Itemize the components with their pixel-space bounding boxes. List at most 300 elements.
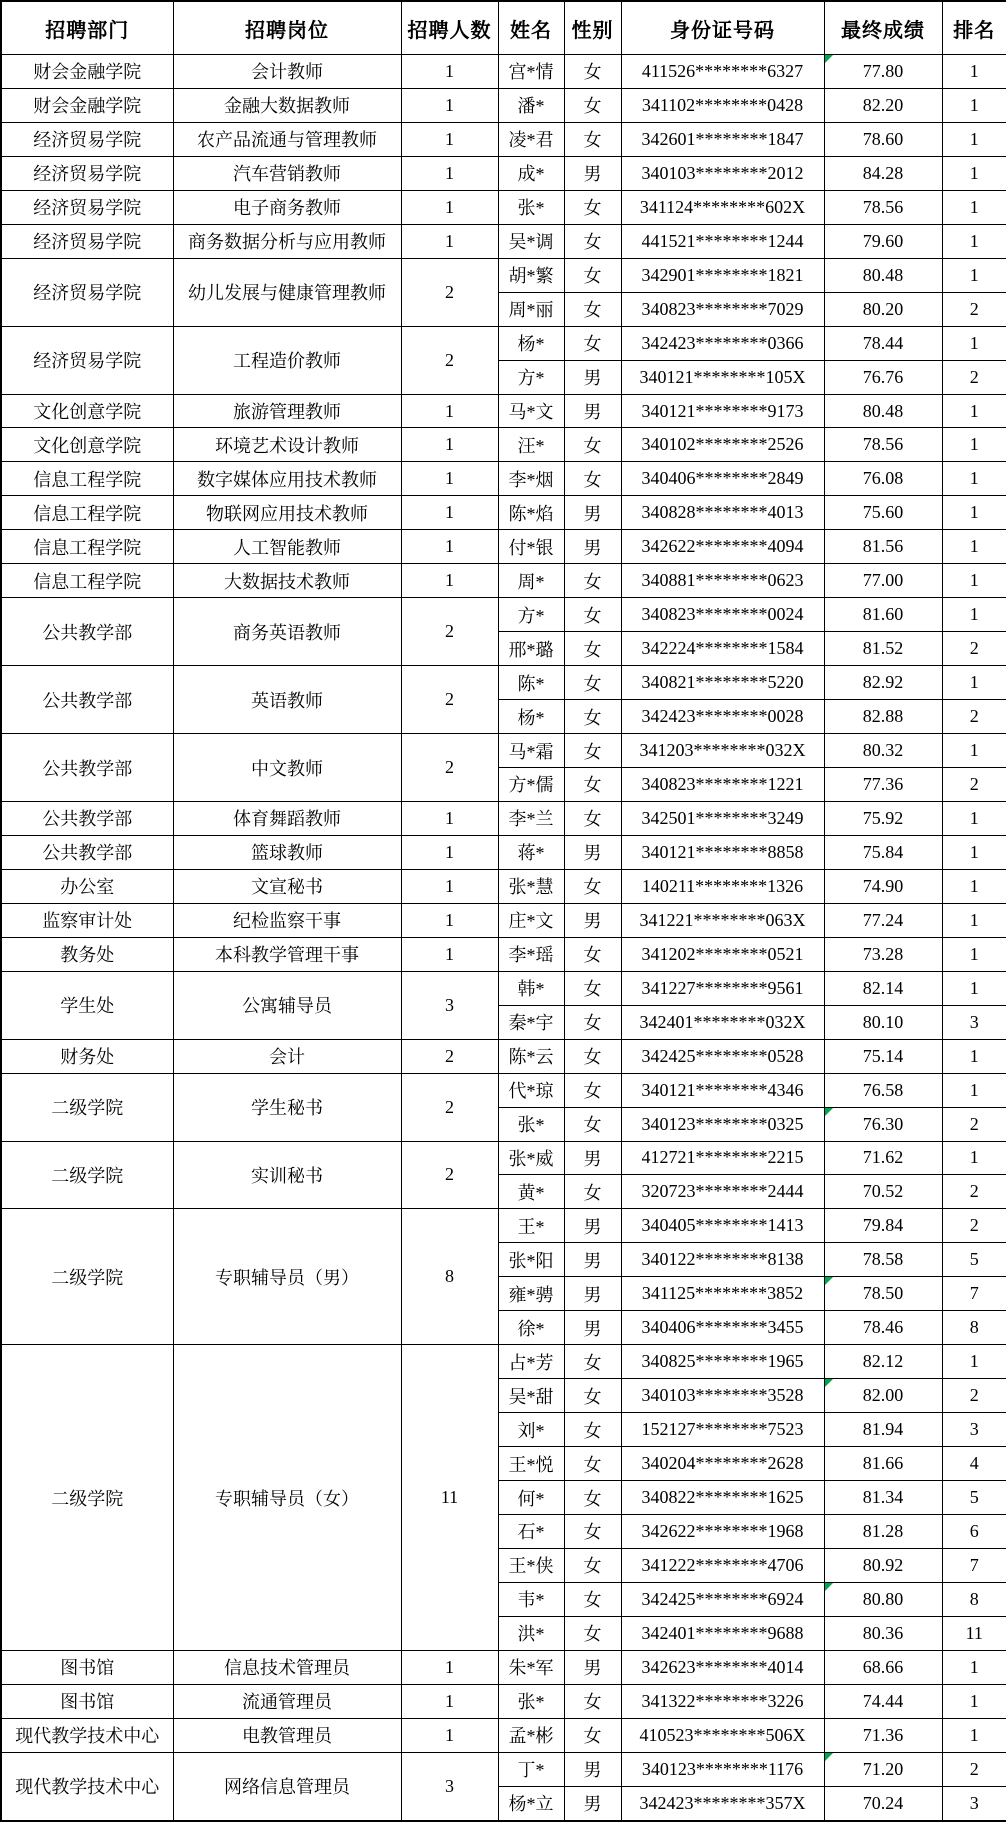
cell-final-score bbox=[824, 1141, 942, 1175]
score-value: 71.36 bbox=[862, 1724, 904, 1745]
cell-name: 张* bbox=[498, 1107, 564, 1141]
table-row bbox=[1, 156, 1006, 190]
cell-name: 陈*焰 bbox=[498, 496, 564, 530]
score-value: 75.14 bbox=[862, 1045, 904, 1066]
score-value: 70.24 bbox=[862, 1792, 904, 1813]
cell-gender: 女 bbox=[564, 190, 621, 224]
cell-name: 张*慧 bbox=[498, 869, 564, 903]
cell-gender: 女 bbox=[564, 88, 621, 122]
cell-rank: 1 bbox=[942, 530, 1006, 564]
cell-rank: 3 bbox=[942, 1413, 1006, 1447]
cell-final-score bbox=[824, 598, 942, 632]
cell-name: 付*银 bbox=[498, 530, 564, 564]
cell-final-score bbox=[824, 190, 942, 224]
table-row bbox=[1, 530, 1006, 564]
cell-final-score bbox=[824, 1481, 942, 1515]
cell-recruit-count: 11 bbox=[401, 1345, 498, 1651]
cell-gender: 女 bbox=[564, 55, 621, 89]
cell-name: 韩* bbox=[498, 971, 564, 1005]
cell-department: 信息工程学院 bbox=[1, 564, 173, 598]
cell-recruit-count: 1 bbox=[401, 1718, 498, 1752]
score-value: 82.14 bbox=[862, 977, 904, 998]
cell-position: 商务数据分析与应用教师 bbox=[173, 224, 401, 258]
cell-final-score bbox=[824, 801, 942, 835]
cell-final-score bbox=[824, 122, 942, 156]
cell-id-number: 340102********2526 bbox=[621, 428, 824, 462]
cell-gender: 女 bbox=[564, 869, 621, 903]
cell-name: 吴*甜 bbox=[498, 1379, 564, 1413]
cell-final-score bbox=[824, 1548, 942, 1582]
cell-final-score bbox=[824, 1073, 942, 1107]
cell-rank: 1 bbox=[942, 394, 1006, 428]
score-value: 79.60 bbox=[862, 230, 904, 251]
cell-position: 大数据技术教师 bbox=[173, 564, 401, 598]
cell-department: 经济贸易学院 bbox=[1, 122, 173, 156]
score-value: 80.20 bbox=[862, 298, 904, 319]
cell-rank: 1 bbox=[942, 224, 1006, 258]
cell-rank: 1 bbox=[942, 1073, 1006, 1107]
cell-final-score bbox=[824, 1582, 942, 1616]
cell-gender: 女 bbox=[564, 1005, 621, 1039]
cell-rank: 11 bbox=[942, 1616, 1006, 1650]
cell-recruit-count: 1 bbox=[401, 903, 498, 937]
column-header: 招聘人数 bbox=[401, 1, 498, 55]
cell-name: 方* bbox=[498, 360, 564, 394]
comment-indicator-icon bbox=[825, 1379, 833, 1387]
cell-department: 经济贸易学院 bbox=[1, 156, 173, 190]
cell-department: 学生处 bbox=[1, 971, 173, 1039]
cell-rank: 2 bbox=[942, 1752, 1006, 1786]
cell-rank: 1 bbox=[942, 971, 1006, 1005]
cell-rank: 5 bbox=[942, 1481, 1006, 1515]
cell-recruit-count: 1 bbox=[401, 1684, 498, 1718]
table-row bbox=[1, 666, 1006, 700]
cell-rank: 3 bbox=[942, 1786, 1006, 1821]
cell-final-score bbox=[824, 1684, 942, 1718]
table-row bbox=[1, 258, 1006, 292]
score-value: 71.20 bbox=[862, 1758, 904, 1779]
cell-final-score bbox=[824, 1005, 942, 1039]
cell-recruit-count: 1 bbox=[401, 55, 498, 89]
cell-name: 张* bbox=[498, 1684, 564, 1718]
cell-gender: 男 bbox=[564, 1650, 621, 1684]
cell-final-score bbox=[824, 768, 942, 802]
cell-department: 公共教学部 bbox=[1, 598, 173, 666]
cell-department: 图书馆 bbox=[1, 1650, 173, 1684]
cell-position: 网络信息管理员 bbox=[173, 1752, 401, 1821]
cell-final-score bbox=[824, 1039, 942, 1073]
cell-gender: 男 bbox=[564, 903, 621, 937]
cell-recruit-count: 1 bbox=[401, 394, 498, 428]
cell-rank: 1 bbox=[942, 326, 1006, 360]
cell-department: 信息工程学院 bbox=[1, 462, 173, 496]
cell-final-score bbox=[824, 835, 942, 869]
cell-name: 王*侠 bbox=[498, 1548, 564, 1582]
cell-gender: 女 bbox=[564, 564, 621, 598]
cell-gender: 女 bbox=[564, 598, 621, 632]
cell-rank: 1 bbox=[942, 156, 1006, 190]
cell-department: 现代教学技术中心 bbox=[1, 1718, 173, 1752]
score-value: 76.58 bbox=[862, 1079, 904, 1100]
cell-rank: 7 bbox=[942, 1548, 1006, 1582]
cell-position: 会计教师 bbox=[173, 55, 401, 89]
score-value: 82.88 bbox=[862, 706, 904, 727]
table-row bbox=[1, 1718, 1006, 1752]
cell-name: 方* bbox=[498, 598, 564, 632]
column-header: 姓名 bbox=[498, 1, 564, 55]
score-value: 77.80 bbox=[862, 60, 904, 81]
cell-id-number: 340122********8138 bbox=[621, 1243, 824, 1277]
cell-recruit-count: 1 bbox=[401, 224, 498, 258]
cell-id-number: 411526********6327 bbox=[621, 55, 824, 89]
score-value: 82.92 bbox=[862, 672, 904, 693]
score-value: 73.28 bbox=[862, 943, 904, 964]
cell-id-number: 342224********1584 bbox=[621, 632, 824, 666]
cell-gender: 女 bbox=[564, 1481, 621, 1515]
cell-id-number: 340103********2012 bbox=[621, 156, 824, 190]
score-value: 81.60 bbox=[862, 604, 904, 625]
comment-indicator-icon bbox=[825, 1277, 833, 1285]
cell-final-score bbox=[824, 326, 942, 360]
cell-name: 成* bbox=[498, 156, 564, 190]
cell-rank: 2 bbox=[942, 1379, 1006, 1413]
cell-final-score bbox=[824, 666, 942, 700]
cell-gender: 男 bbox=[564, 1752, 621, 1786]
cell-gender: 女 bbox=[564, 1039, 621, 1073]
cell-name: 周* bbox=[498, 564, 564, 598]
cell-gender: 女 bbox=[564, 1684, 621, 1718]
cell-recruit-count: 2 bbox=[401, 1141, 498, 1209]
cell-name: 何* bbox=[498, 1481, 564, 1515]
cell-gender: 男 bbox=[564, 835, 621, 869]
cell-recruit-count: 1 bbox=[401, 428, 498, 462]
cell-id-number: 340405********1413 bbox=[621, 1209, 824, 1243]
cell-final-score bbox=[824, 937, 942, 971]
cell-gender: 女 bbox=[564, 1413, 621, 1447]
cell-rank: 1 bbox=[942, 1684, 1006, 1718]
score-value: 78.44 bbox=[862, 332, 904, 353]
cell-gender: 男 bbox=[564, 530, 621, 564]
cell-gender: 男 bbox=[564, 1786, 621, 1821]
cell-position: 纪检监察干事 bbox=[173, 903, 401, 937]
cell-id-number: 340823********1221 bbox=[621, 768, 824, 802]
cell-name: 张* bbox=[498, 190, 564, 224]
cell-department: 经济贸易学院 bbox=[1, 224, 173, 258]
column-header: 招聘部门 bbox=[1, 1, 173, 55]
cell-department: 办公室 bbox=[1, 869, 173, 903]
cell-gender: 女 bbox=[564, 1718, 621, 1752]
cell-gender: 女 bbox=[564, 258, 621, 292]
cell-rank: 1 bbox=[942, 496, 1006, 530]
cell-id-number: 342401********032X bbox=[621, 1005, 824, 1039]
cell-position: 商务英语教师 bbox=[173, 598, 401, 666]
cell-recruit-count: 1 bbox=[401, 88, 498, 122]
cell-rank: 6 bbox=[942, 1514, 1006, 1548]
score-value: 80.32 bbox=[862, 740, 904, 761]
cell-recruit-count: 1 bbox=[401, 869, 498, 903]
cell-rank: 1 bbox=[942, 258, 1006, 292]
score-value: 76.30 bbox=[862, 1113, 904, 1134]
table-row bbox=[1, 734, 1006, 768]
cell-id-number: 412721********2215 bbox=[621, 1141, 824, 1175]
cell-department: 现代教学技术中心 bbox=[1, 1752, 173, 1821]
cell-position: 旅游管理教师 bbox=[173, 394, 401, 428]
cell-final-score bbox=[824, 564, 942, 598]
cell-gender: 男 bbox=[564, 1311, 621, 1345]
cell-rank: 5 bbox=[942, 1243, 1006, 1277]
cell-final-score bbox=[824, 1277, 942, 1311]
table-row bbox=[1, 564, 1006, 598]
cell-name: 张*威 bbox=[498, 1141, 564, 1175]
cell-position: 幼儿发展与健康管理教师 bbox=[173, 258, 401, 326]
cell-recruit-count: 2 bbox=[401, 1073, 498, 1141]
score-value: 81.28 bbox=[862, 1520, 904, 1541]
cell-final-score bbox=[824, 1345, 942, 1379]
cell-gender: 女 bbox=[564, 224, 621, 258]
cell-position: 电教管理员 bbox=[173, 1718, 401, 1752]
cell-id-number: 342501********3249 bbox=[621, 801, 824, 835]
cell-gender: 男 bbox=[564, 394, 621, 428]
cell-recruit-count: 1 bbox=[401, 122, 498, 156]
cell-rank: 7 bbox=[942, 1277, 1006, 1311]
column-header: 身份证号码 bbox=[621, 1, 824, 55]
cell-name: 凌*君 bbox=[498, 122, 564, 156]
cell-id-number: 340823********7029 bbox=[621, 292, 824, 326]
cell-gender: 女 bbox=[564, 937, 621, 971]
cell-gender: 女 bbox=[564, 632, 621, 666]
cell-gender: 男 bbox=[564, 1277, 621, 1311]
cell-final-score bbox=[824, 1447, 942, 1481]
cell-id-number: 341203********032X bbox=[621, 734, 824, 768]
cell-id-number: 342425********6924 bbox=[621, 1582, 824, 1616]
cell-department: 二级学院 bbox=[1, 1141, 173, 1209]
table-row bbox=[1, 428, 1006, 462]
cell-gender: 女 bbox=[564, 1107, 621, 1141]
cell-id-number: 342901********1821 bbox=[621, 258, 824, 292]
cell-final-score bbox=[824, 258, 942, 292]
cell-final-score bbox=[824, 1107, 942, 1141]
cell-name: 雍*骋 bbox=[498, 1277, 564, 1311]
cell-rank: 2 bbox=[942, 768, 1006, 802]
cell-department: 文化创意学院 bbox=[1, 394, 173, 428]
cell-gender: 女 bbox=[564, 462, 621, 496]
cell-final-score bbox=[824, 1413, 942, 1447]
cell-id-number: 441521********1244 bbox=[621, 224, 824, 258]
cell-final-score bbox=[824, 1650, 942, 1684]
cell-name: 石* bbox=[498, 1514, 564, 1548]
score-value: 68.66 bbox=[862, 1656, 904, 1677]
score-value: 78.58 bbox=[862, 1249, 904, 1270]
cell-id-number: 340123********0325 bbox=[621, 1107, 824, 1141]
cell-department: 二级学院 bbox=[1, 1073, 173, 1141]
cell-id-number: 342601********1847 bbox=[621, 122, 824, 156]
cell-position: 体育舞蹈教师 bbox=[173, 801, 401, 835]
score-value: 77.36 bbox=[862, 773, 904, 794]
cell-department: 经济贸易学院 bbox=[1, 190, 173, 224]
cell-rank: 2 bbox=[942, 1209, 1006, 1243]
cell-gender: 女 bbox=[564, 666, 621, 700]
table-row bbox=[1, 1073, 1006, 1107]
column-header: 性别 bbox=[564, 1, 621, 55]
cell-position: 人工智能教师 bbox=[173, 530, 401, 564]
cell-id-number: 140211********1326 bbox=[621, 869, 824, 903]
cell-final-score bbox=[824, 1752, 942, 1786]
cell-recruit-count: 1 bbox=[401, 801, 498, 835]
cell-gender: 女 bbox=[564, 1073, 621, 1107]
cell-id-number: 340103********3528 bbox=[621, 1379, 824, 1413]
column-header: 招聘岗位 bbox=[173, 1, 401, 55]
score-value: 80.36 bbox=[862, 1622, 904, 1643]
cell-name: 刘* bbox=[498, 1413, 564, 1447]
cell-position: 专职辅导员（女） bbox=[173, 1345, 401, 1651]
score-value: 75.84 bbox=[862, 841, 904, 862]
cell-id-number: 342622********1968 bbox=[621, 1514, 824, 1548]
cell-rank: 1 bbox=[942, 122, 1006, 156]
cell-recruit-count: 1 bbox=[401, 156, 498, 190]
cell-final-score bbox=[824, 55, 942, 89]
cell-department: 信息工程学院 bbox=[1, 530, 173, 564]
cell-rank: 1 bbox=[942, 564, 1006, 598]
cell-rank: 8 bbox=[942, 1311, 1006, 1345]
table-header bbox=[1, 1, 1006, 55]
cell-name: 吴*调 bbox=[498, 224, 564, 258]
cell-rank: 1 bbox=[942, 903, 1006, 937]
table-row bbox=[1, 55, 1006, 89]
cell-name: 孟*彬 bbox=[498, 1718, 564, 1752]
score-value: 75.92 bbox=[862, 807, 904, 828]
cell-position: 中文教师 bbox=[173, 734, 401, 802]
cell-rank: 2 bbox=[942, 1107, 1006, 1141]
cell-rank: 2 bbox=[942, 360, 1006, 394]
cell-gender: 女 bbox=[564, 971, 621, 1005]
cell-id-number: 320723********2444 bbox=[621, 1175, 824, 1209]
cell-final-score bbox=[824, 360, 942, 394]
cell-recruit-count: 1 bbox=[401, 462, 498, 496]
cell-final-score bbox=[824, 88, 942, 122]
cell-rank: 1 bbox=[942, 598, 1006, 632]
cell-gender: 女 bbox=[564, 700, 621, 734]
cell-department: 文化创意学院 bbox=[1, 428, 173, 462]
cell-rank: 1 bbox=[942, 734, 1006, 768]
cell-recruit-count: 1 bbox=[401, 530, 498, 564]
cell-department: 信息工程学院 bbox=[1, 496, 173, 530]
score-value: 76.76 bbox=[862, 366, 904, 387]
cell-department: 财会金融学院 bbox=[1, 88, 173, 122]
cell-name: 洪* bbox=[498, 1616, 564, 1650]
cell-final-score bbox=[824, 1514, 942, 1548]
cell-position: 会计 bbox=[173, 1039, 401, 1073]
cell-recruit-count: 3 bbox=[401, 1752, 498, 1821]
cell-name: 蒋* bbox=[498, 835, 564, 869]
cell-rank: 1 bbox=[942, 1650, 1006, 1684]
cell-name: 马*文 bbox=[498, 394, 564, 428]
cell-final-score bbox=[824, 869, 942, 903]
cell-gender: 女 bbox=[564, 1447, 621, 1481]
table-row bbox=[1, 496, 1006, 530]
cell-rank: 2 bbox=[942, 1175, 1006, 1209]
cell-final-score bbox=[824, 1311, 942, 1345]
cell-department: 经济贸易学院 bbox=[1, 326, 173, 394]
cell-final-score bbox=[824, 1209, 942, 1243]
cell-final-score bbox=[824, 394, 942, 428]
cell-department: 经济贸易学院 bbox=[1, 258, 173, 326]
cell-gender: 女 bbox=[564, 1379, 621, 1413]
cell-name: 宫*情 bbox=[498, 55, 564, 89]
cell-position: 学生秘书 bbox=[173, 1073, 401, 1141]
comment-indicator-icon bbox=[825, 55, 833, 63]
cell-rank: 1 bbox=[942, 55, 1006, 89]
score-value: 78.56 bbox=[862, 196, 904, 217]
score-value: 84.28 bbox=[862, 162, 904, 183]
cell-name: 黄* bbox=[498, 1175, 564, 1209]
cell-gender: 女 bbox=[564, 801, 621, 835]
cell-rank: 1 bbox=[942, 937, 1006, 971]
cell-department: 二级学院 bbox=[1, 1345, 173, 1651]
cell-final-score bbox=[824, 1175, 942, 1209]
cell-id-number: 340123********1176 bbox=[621, 1752, 824, 1786]
score-value: 70.52 bbox=[862, 1181, 904, 1202]
cell-department: 财务处 bbox=[1, 1039, 173, 1073]
cell-name: 庄*文 bbox=[498, 903, 564, 937]
cell-id-number: 340823********0024 bbox=[621, 598, 824, 632]
cell-name: 杨* bbox=[498, 326, 564, 360]
cell-recruit-count: 1 bbox=[401, 190, 498, 224]
cell-final-score bbox=[824, 700, 942, 734]
cell-position: 公寓辅导员 bbox=[173, 971, 401, 1039]
cell-id-number: 340828********4013 bbox=[621, 496, 824, 530]
cell-position: 农产品流通与管理教师 bbox=[173, 122, 401, 156]
cell-gender: 女 bbox=[564, 1345, 621, 1379]
column-header: 最终成绩 bbox=[824, 1, 942, 55]
cell-recruit-count: 2 bbox=[401, 326, 498, 394]
header-row bbox=[1, 1, 1006, 55]
cell-position: 工程造价教师 bbox=[173, 326, 401, 394]
cell-name: 徐* bbox=[498, 1311, 564, 1345]
cell-id-number: 342401********9688 bbox=[621, 1616, 824, 1650]
cell-position: 电子商务教师 bbox=[173, 190, 401, 224]
table-row bbox=[1, 971, 1006, 1005]
cell-final-score bbox=[824, 632, 942, 666]
cell-id-number: 342423********0028 bbox=[621, 700, 824, 734]
score-value: 75.60 bbox=[862, 502, 904, 523]
score-value: 79.84 bbox=[862, 1215, 904, 1236]
cell-name: 潘* bbox=[498, 88, 564, 122]
cell-rank: 1 bbox=[942, 88, 1006, 122]
table-row bbox=[1, 1141, 1006, 1175]
score-value: 78.46 bbox=[862, 1317, 904, 1338]
cell-recruit-count: 1 bbox=[401, 564, 498, 598]
cell-id-number: 342423********0366 bbox=[621, 326, 824, 360]
table-row bbox=[1, 598, 1006, 632]
cell-rank: 1 bbox=[942, 190, 1006, 224]
cell-final-score bbox=[824, 1616, 942, 1650]
cell-gender: 男 bbox=[564, 1209, 621, 1243]
cell-gender: 女 bbox=[564, 292, 621, 326]
cell-id-number: 341202********0521 bbox=[621, 937, 824, 971]
cell-name: 李*兰 bbox=[498, 801, 564, 835]
cell-rank: 1 bbox=[942, 835, 1006, 869]
cell-rank: 1 bbox=[942, 1718, 1006, 1752]
cell-gender: 男 bbox=[564, 1141, 621, 1175]
cell-rank: 1 bbox=[942, 428, 1006, 462]
score-value: 80.80 bbox=[862, 1588, 904, 1609]
cell-position: 专职辅导员（男） bbox=[173, 1209, 401, 1345]
cell-recruit-count: 1 bbox=[401, 835, 498, 869]
cell-rank: 3 bbox=[942, 1005, 1006, 1039]
score-value: 78.60 bbox=[862, 128, 904, 149]
table-row bbox=[1, 1345, 1006, 1379]
score-value: 74.90 bbox=[862, 875, 904, 896]
